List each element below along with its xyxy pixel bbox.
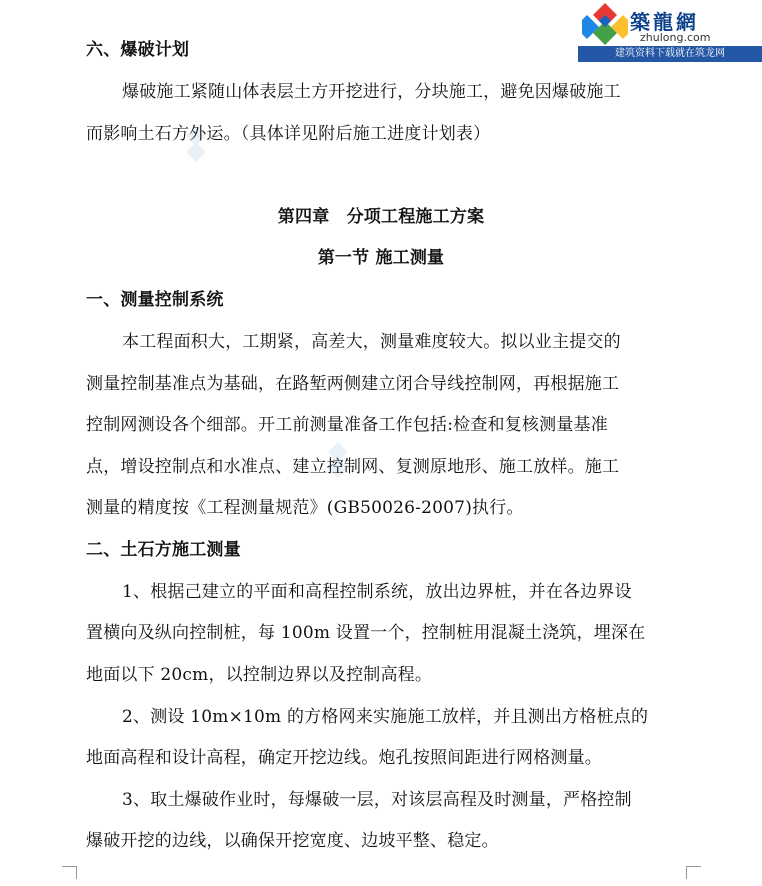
paragraph-line: 点，增设控制点和水准点、建立控制网、复测原地形、施工放样。施工 xyxy=(86,457,620,477)
section-heading: 六、爆破计划 xyxy=(86,40,190,60)
paragraph-line: 测量的精度按《工程测量规范》(GB50026-2007)执行。 xyxy=(86,498,524,518)
margin-corner-mark xyxy=(62,866,77,879)
paragraph-line: 爆破开挖的边线，以确保开挖宽度、边坡平整、稳定。 xyxy=(86,831,499,851)
paragraph-line: 2、测设 10m×10m 的方格网来实施施工放样，并且测出方格桩点的 xyxy=(122,707,649,727)
section-title: 第一节 施工测量 xyxy=(317,248,445,268)
paragraph-line: 而影响土石方外运。（具体详见附后施工进度计划表） xyxy=(86,124,491,144)
section-heading: 二、土石方施工测量 xyxy=(86,540,241,560)
paragraph-line: 爆破施工紧随山体表层土方开挖进行，分块施工，避免因爆破施工 xyxy=(122,82,621,102)
paragraph-line: 3、取土爆破作业时，每爆破一层，对该层高程及时测量，严格控制 xyxy=(122,790,632,810)
zhulong-logo-icon xyxy=(582,1,628,47)
paragraph-line: 1、根据己建立的平面和高程控制系统，放出边界桩，并在各边界设 xyxy=(122,582,632,602)
paragraph-line: 控制网测设各个细部。开工前测量准备工作包括:检查和复核测量基准 xyxy=(86,415,608,435)
zhulong-logo xyxy=(578,0,762,64)
logo-slogan: 建筑资料下载就在筑龙网 xyxy=(578,46,762,62)
paragraph-line: 地面以下 20cm，以控制边界以及控制高程。 xyxy=(86,665,433,685)
paragraph-line: 测量控制基准点为基础，在路堑两侧建立闭合导线控制网，再根据施工 xyxy=(86,374,620,394)
section-heading: 一、测量控制系统 xyxy=(86,290,224,310)
logo-url: zhulong.com xyxy=(640,31,711,44)
chapter-title: 第四章 分项工程施工方案 xyxy=(277,207,485,227)
logo-name: 築龍網 xyxy=(630,10,699,34)
margin-corner-mark xyxy=(686,866,701,879)
paragraph-line: 地面高程和设计高程，确定开挖边线。炮孔按照间距进行网格测量。 xyxy=(86,748,602,768)
paragraph-line: 本工程面积大，工期紧，高差大，测量难度较大。拟以业主提交的 xyxy=(122,332,621,352)
paragraph-line: 置横向及纵向控制桩，每 100m 设置一个，控制桩用混凝土浇筑，埋深在 xyxy=(86,623,646,643)
